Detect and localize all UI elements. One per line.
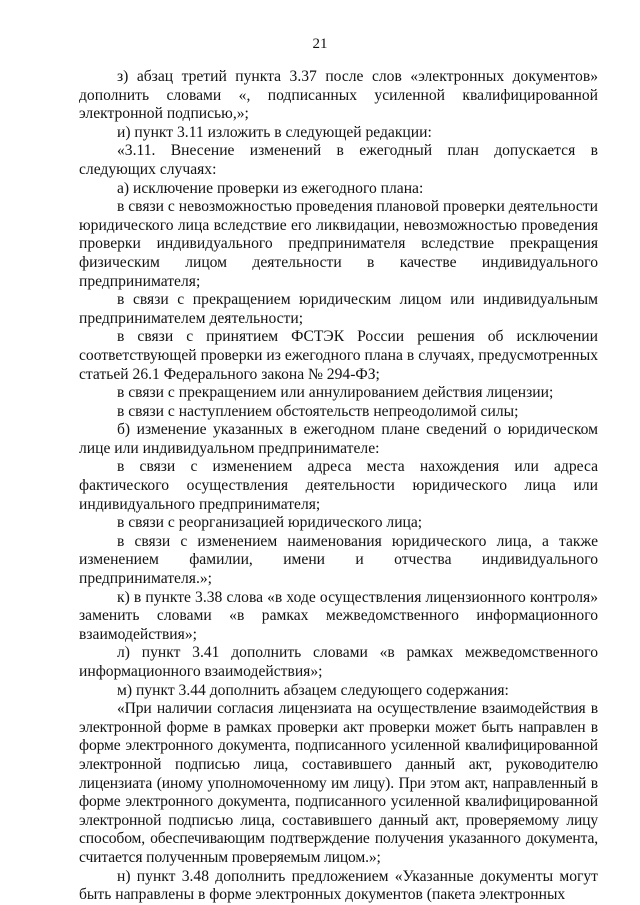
paragraph-b: б) изменение указанных в ежегодном плане сведений о юридическом лице или индивидуальном предпринимателе: xyxy=(79,421,598,457)
paragraph-a-item-2: в связи с прекращением юридическим лицом или индивидуальным предпринимателем деятельности; xyxy=(79,291,598,327)
paragraph-3-11: «3.11. Внесение изменений в ежегодный план допускается в следующих случаях: xyxy=(79,142,598,178)
paragraph-b-item-3: в связи с изменением наименования юридического лица, а также изменением фамилии, имени и отчества индивидуального предпринимателя.»; xyxy=(79,532,598,588)
document-body xyxy=(79,68,598,905)
paragraph-n: н) пункт 3.48 дополнить предложением «Указанные документы могут быть направлены в форме электронных документов (пакета электронных xyxy=(79,867,598,904)
paragraph-a-item-3: в связи с принятием ФСТЭК России решения об исключении соответствующей проверки из ежегодного плана в случаях, предусмотренных статьей 26.1 Федерального закона № 294-ФЗ; xyxy=(79,328,598,383)
paragraph-a: а) исключение проверки из ежегодного плана: xyxy=(117,179,424,197)
paragraph-a-item-4: в связи с прекращением или аннулированием действия лицензии; xyxy=(117,384,554,402)
paragraph-b-item-2: в связи с реорганизацией юридического лица; xyxy=(117,514,423,532)
paragraph-i: и) пункт 3.11 изложить в следующей редакции: xyxy=(117,123,432,141)
page-number: 21 xyxy=(312,36,328,52)
paragraph-a-item-1: в связи с невозможностью проведения плановой проверки деятельности юридического лица вследствие его ликвидации, невозможностью проведения проверки индивидуального предпринимателя вследствие прекращения физическим лицом деятельности в качестве индивидуального предпринимателя; xyxy=(79,198,599,290)
paragraph-k: к) в пункте 3.38 слова «в ходе осуществления лицензионного контроля» заменить словами «в рамках межведомственного информационного взаимодействия»; xyxy=(79,588,598,643)
paragraph-b-item-1: в связи с изменением адреса места нахождения или адреса фактического осуществления деятельности юридического лица или индивидуального предпринимателя; xyxy=(79,458,598,513)
paragraph-l: л) пункт 3.41 дополнить словами «в рамках межведомственного информационного взаимодействия»; xyxy=(79,644,598,680)
paragraph-m-quote: «При наличии согласия лицензиата на осуществление взаимодействия в электронной форме в рамках проверки акт проверки может быть направлен в форме электронного документа, подписанного усиленной квалифицированной электронной подписью лица, составившего данный акт, руководителю лицензиата (иному уполномоченному им лицу). При этом акт, направленный в форме электронного документа, подписанного усиленной квалифицированной электронной подписью лица, составившего данный акт, проверяемому лицу способом, обеспечивающим подтверждение получения указанного документа, считается полученным проверяемым лицом.»; xyxy=(79,700,598,866)
paragraph-z: з) абзац третий пункта 3.37 после слов «электронных документов» дополнить словами «, подписанных усиленной квалифицированной электронной подписью,»; xyxy=(79,68,598,123)
paragraph-a-item-5: в связи с наступлением обстоятельств непреодолимой силы; xyxy=(117,402,519,420)
paragraph-m: м) пункт 3.44 дополнить абзацем следующего содержания: xyxy=(117,681,509,699)
